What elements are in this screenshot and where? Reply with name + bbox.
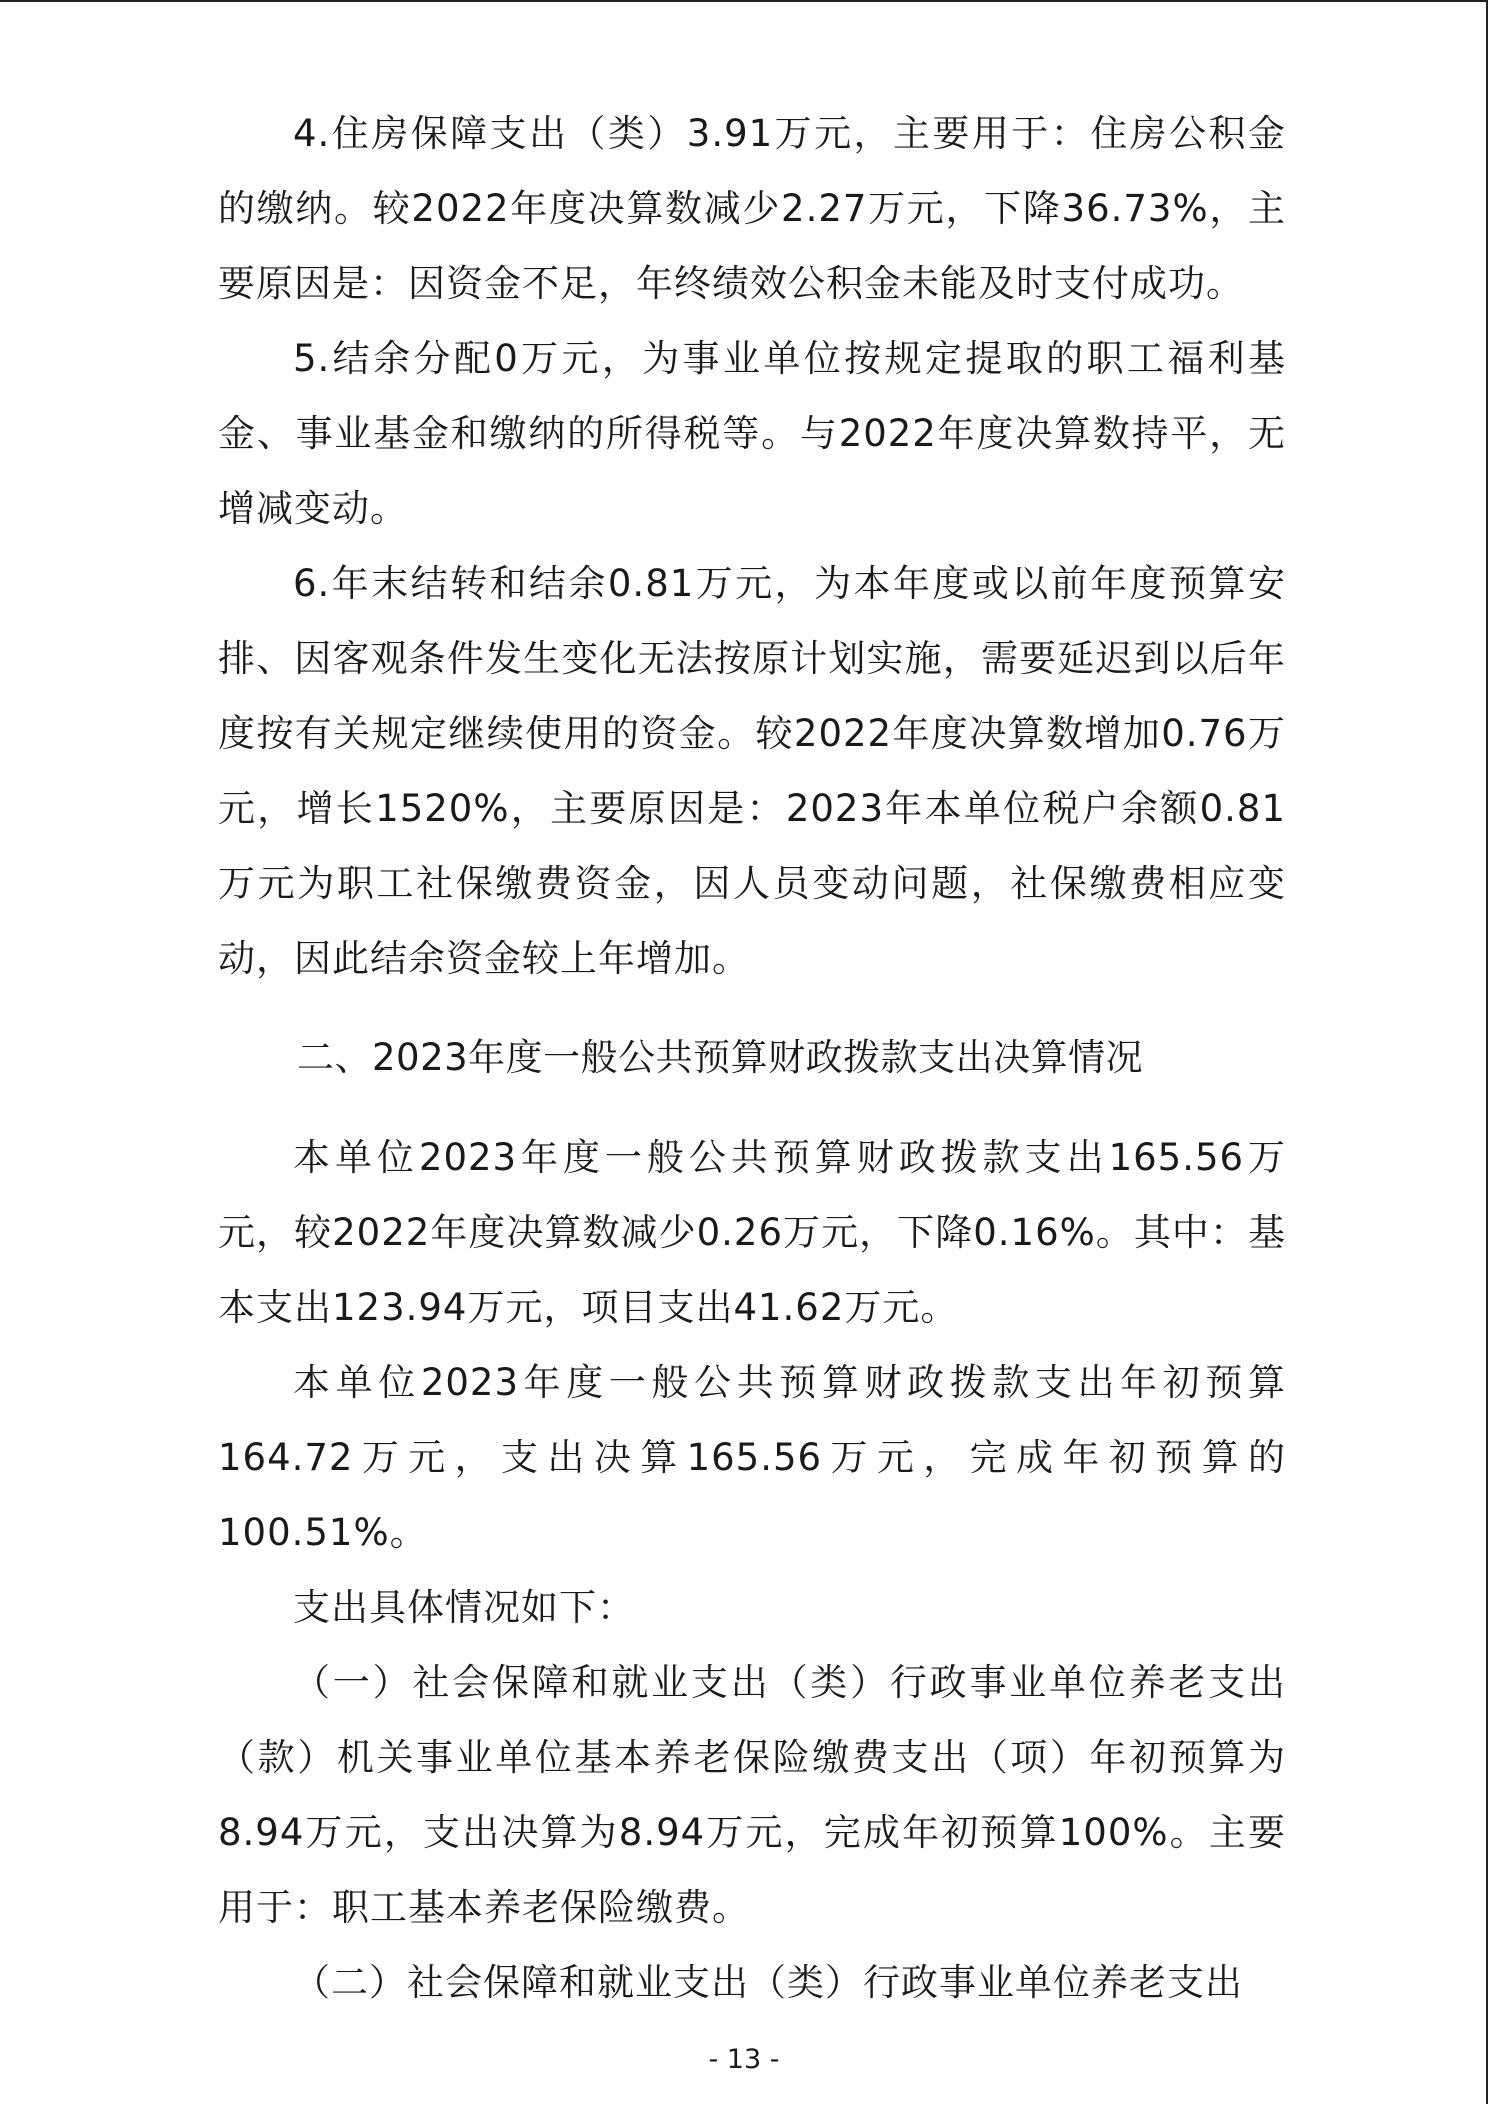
section-heading: 二、2023年度一般公共预算财政拨款支出决算情况 — [297, 1036, 1144, 1079]
paragraph-surplus-distribution: 5.结余分配0万元，为事业单位按规定提取的职工福利基金、事业基金和缴纳的所得税等。与2022年度决算数持平，无增减变动。 — [218, 337, 1286, 530]
paragraph-item-one: （一）社会保障和就业支出（类）行政事业单位养老支出（款）机关事业单位基本养老保险缴费支出（项）年初预算为8.94万元，支出决算为8.94万元，完成年初预算100%。主要用于：职工基本养老保险缴费。 — [218, 1661, 1286, 1929]
paragraph-year-end-balance: 6.年末结转和结余0.81万元，为本年度或以前年度预算安排、因客观条件发生变化无法按原计划实施，需要延迟到以后年度按有关规定继续使用的资金。较2022年度决算数增加0.76万元，增长1520%，主要原因是：2023年本单位税户余额0.81万元为职工社保缴费资金，因人员变动问题，社保缴费相应变动，因此结余资金较上年增加。 — [218, 562, 1286, 980]
paragraph-total-expenditure: 本单位2023年度一般公共预算财政拨款支出165.56万元，较2022年度决算数减少0.26万元，下降0.16%。其中：基本支出123.94万元，项目支出41.62万元。 — [218, 1136, 1286, 1329]
paragraph-details-intro: 支出具体情况如下： — [293, 1586, 635, 1629]
paragraph-housing-expenditure: 4.住房保障支出（类）3.91万元，主要用于：住房公积金的缴纳。较2022年度决算数减少2.27万元，下降36.73%，主要原因是：因资金不足，年终绩效公积金未能及时支付成功。 — [218, 112, 1286, 305]
paragraph-item-two: （二）社会保障和就业支出（类）行政事业单位养老支出 — [293, 1961, 1243, 2004]
page-number: - 13 - — [708, 2044, 780, 2075]
paragraph-budget-completion: 本单位2023年度一般公共预算财政拨款支出年初预算164.72万元，支出决算165.56万元，完成年初预算的100.51%。 — [218, 1361, 1286, 1554]
page-border-top — [0, 0, 1488, 2]
document-body — [218, 96, 1286, 2020]
